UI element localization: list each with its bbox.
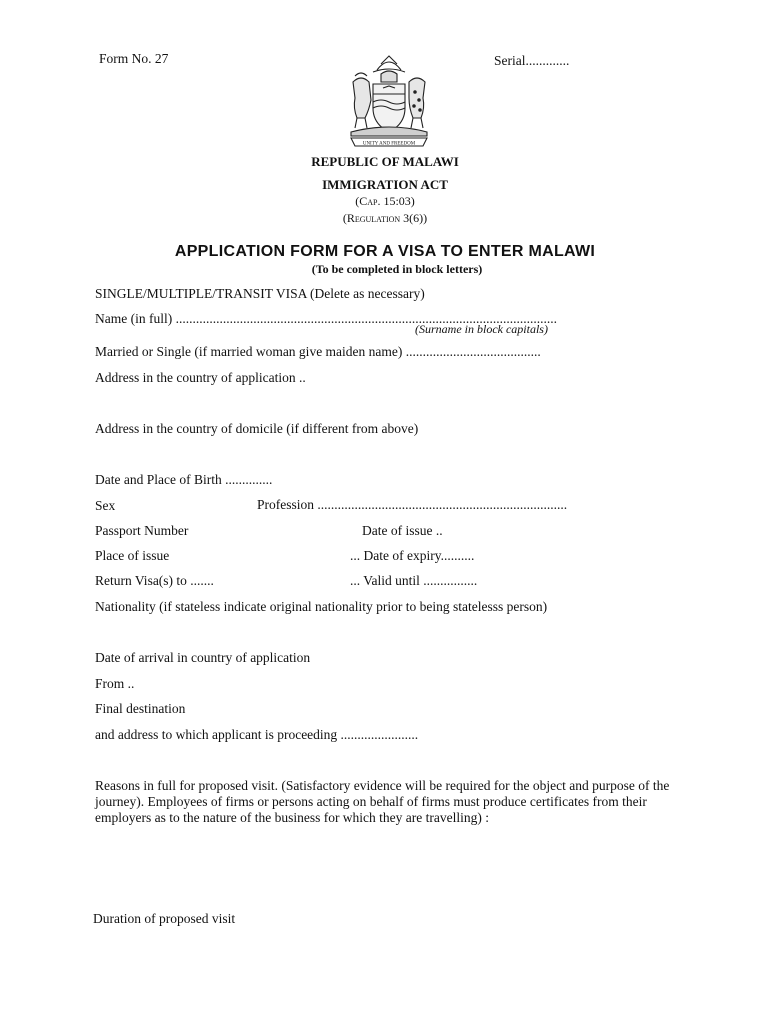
marital-status-field[interactable]: Married or Single (if married woman give maiden name) ........................................ [95,344,541,359]
birth-field[interactable]: Date and Place of Birth .............. [95,472,273,487]
date-of-issue-field[interactable]: Date of issue .. [362,523,443,538]
address-application-field[interactable]: Address in the country of application .. [95,370,306,385]
profession-field[interactable]: Profession .......................................................................... [257,497,568,512]
visa-type-field[interactable]: SINGLE/MULTIPLE/TRANSIT VISA (Delete as necessary) [95,286,425,301]
form-number: Form No. 27 [99,51,169,66]
from-field[interactable]: From .. [95,676,135,691]
return-visa-field[interactable]: Return Visa(s) to ....... [95,573,214,588]
passport-number-field[interactable]: Passport Number [95,523,189,538]
name-field[interactable]: Name (in full) ................................................................................................................. [95,311,557,326]
country-heading: REPUBLIC OF MALAWI [311,154,459,169]
proceeding-address-field[interactable]: and address to which applicant is proceeding ....................... [95,727,419,742]
svg-text:UNITY AND FREEDOM: UNITY AND FREEDOM [362,141,416,147]
valid-until-field[interactable]: ... Valid until ................ [350,573,478,588]
name-note: (Surname in block capitals) [415,322,548,336]
final-destination-field[interactable]: Final destination [95,701,186,716]
nationality-field[interactable]: Nationality (if stateless indicate original nationality prior to being statelesss person) [95,599,548,614]
date-of-expiry-field[interactable]: ... Date of expiry.......... [350,548,475,563]
reasons-field[interactable]: Reasons in full for proposed visit. (Satisfactory evidence will be required for the object and purpose of the journey). Employees of firms or persons acting on behalf of firms must produce certificates from their employers as to the nature of the business for which they are travelling) : [95,778,670,825]
regulation-reference: (Regulation 3(6)) [342,211,428,225]
address-domicile-field[interactable]: Address in the country of domicile (if different from above) [95,421,419,436]
chapter-reference: (Cap. 15:03) [355,194,415,208]
place-of-issue-field[interactable]: Place of issue [95,548,170,563]
form-subtitle: (To be completed in block letters) [311,262,483,276]
act-heading: IMMIGRATION ACT [322,177,448,192]
malawi-coat-of-arms-icon [343,52,435,150]
duration-field[interactable]: Duration of proposed visit [93,911,236,926]
serial-field[interactable]: Serial............. [494,53,570,68]
arrival-date-field[interactable]: Date of arrival in country of application [95,650,311,665]
sex-field[interactable]: Sex [95,498,116,513]
form-title: APPLICATION FORM FOR A VISA TO ENTER MALAWI [174,243,596,260]
